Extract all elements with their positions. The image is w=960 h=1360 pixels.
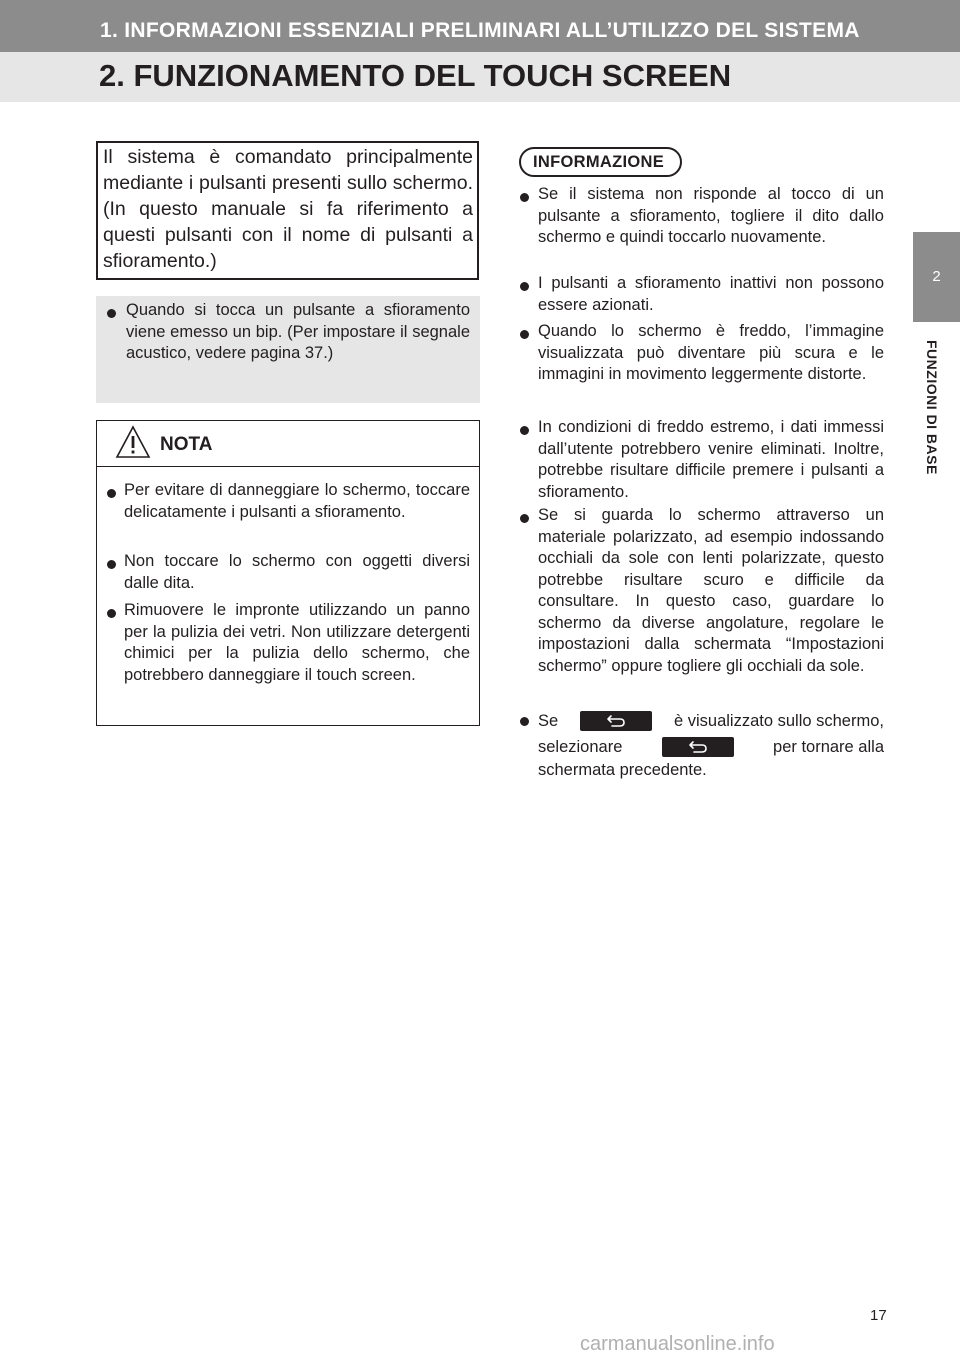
- bullet-dot: [107, 609, 116, 618]
- info-text: schermata precedente.: [538, 761, 707, 779]
- bullet-dot: [520, 330, 529, 339]
- back-arrow-icon: [606, 714, 626, 728]
- nota-item: Per evitare di danneggiare lo schermo, toccare delicatamente i pulsanti a sfioramento.: [124, 481, 470, 521]
- info-text: è visualizzato sullo schermo,: [673, 712, 884, 730]
- back-button-image: [580, 711, 652, 731]
- info-item: In condizioni di freddo estremo, i dati immessi dall’utente potrebbero venire eliminati. Inoltre, potrebbe risultare difficile premere i pulsanti a sfioramento.: [538, 418, 884, 501]
- bullet-dot: [107, 560, 116, 569]
- note-item: Quando si tocca un pulsante a sfioramento viene emesso un bip. (Per impostare il segnale acustico, vedere pagina 37.): [126, 301, 470, 362]
- info-item: Se il sistema non risponde al tocco di un pulsante a sfioramento, togliere il dito dallo schermo e quindi toccarlo nuovamente.: [538, 185, 884, 246]
- bullet-dot: [520, 282, 529, 291]
- bullet-dot: [520, 193, 529, 202]
- back-arrow-icon: [688, 740, 708, 754]
- info-item: Se si guarda lo schermo attraverso un materiale polarizzato, ad esempio indossando occhiali da sole con lenti polarizzate, questo potrebbe risultare scuro e difficile da consultare. In questo caso, guardare lo schermo da diverse angolature, regolare le impostazioni dalla schermata “Impostazioni schermo” oppure togliere gli occhiali da sole.: [538, 506, 884, 675]
- nota-title: NOTA: [160, 434, 213, 455]
- info-text: per tornare alla: [773, 738, 884, 756]
- info-text: selezionare: [538, 738, 623, 756]
- info-line: [538, 708, 884, 734]
- info-item: I pulsanti a sfioramento inattivi non possono essere azionati.: [538, 274, 884, 314]
- back-button-image: [662, 737, 734, 757]
- nota-divider: [97, 466, 479, 467]
- bullet-dot: [520, 717, 529, 726]
- page-title: 2. FUNZIONAMENTO DEL TOUCH SCREEN: [99, 58, 732, 93]
- info-line: [538, 734, 884, 760]
- section-header: 1. INFORMAZIONI ESSENZIALI PRELIMINARI ALL’UTILIZZO DEL SISTEMA: [100, 19, 860, 42]
- chapter-label-container: [917, 340, 947, 510]
- info-item: Quando lo schermo è freddo, l’immagine visualizzata può diventare più scura e le immagini in movimento leggermente distorte.: [538, 322, 884, 383]
- warning-triangle-icon: [115, 425, 151, 464]
- bullet-dot: [107, 489, 116, 498]
- nota-item: Rimuovere le impronte utilizzando un panno per la pulizia dei vetri. Non utilizzare detergenti chimici per la pulizia dello schermo, che potrebbero danneggiare il touch screen.: [124, 601, 470, 684]
- informazione-title: INFORMAZIONE: [533, 153, 665, 171]
- bullet-dot: [520, 514, 529, 523]
- bullet-dot: [520, 426, 529, 435]
- chapter-number: 2: [932, 268, 941, 285]
- nota-item: Non toccare lo schermo con oggetti diversi dalle dita.: [124, 552, 470, 592]
- intro-text: Il sistema è comandato principalmente mediante i pulsanti presenti sullo schermo. (In questo manuale si fa riferimento a questi pulsanti con il nome di pulsanti a sfioramento.): [103, 146, 473, 272]
- watermark: carmanualsonline.info: [580, 1333, 775, 1355]
- bullet-dot: [107, 309, 116, 318]
- page-number: 17: [870, 1307, 887, 1324]
- chapter-label: FUNZIONI DI BASE: [924, 340, 940, 475]
- info-text: Se: [538, 712, 559, 730]
- info-item-back-button: [538, 708, 884, 782]
